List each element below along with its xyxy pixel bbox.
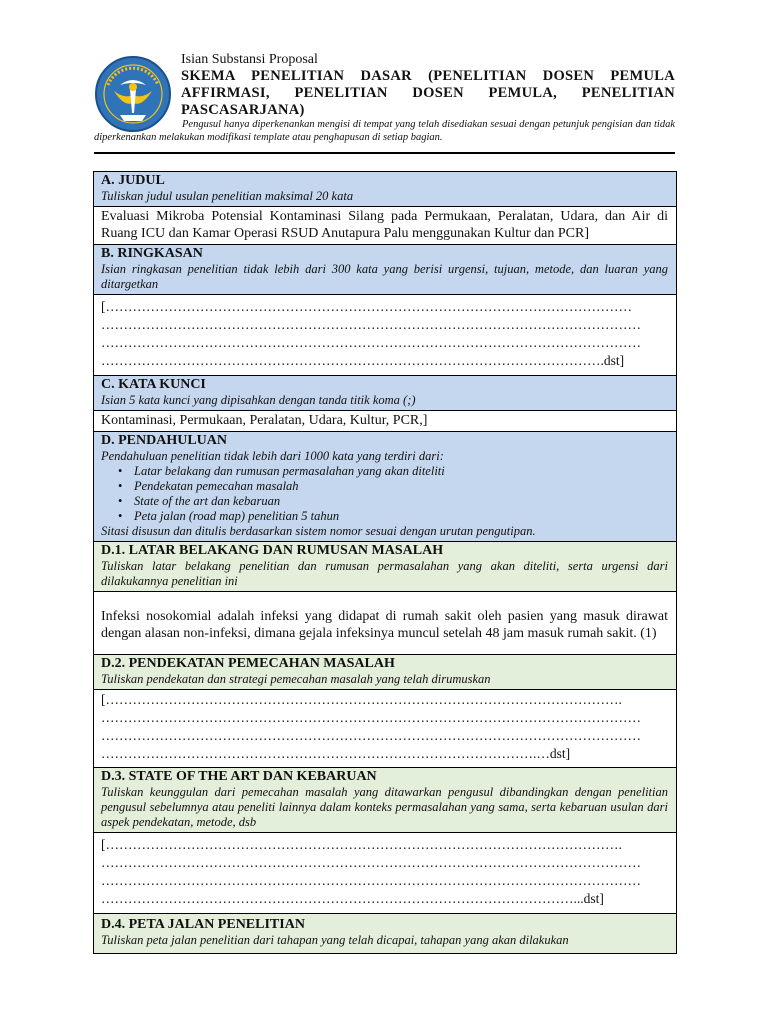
placeholder-line: ………………………………………………………………………………………………………… <box>101 335 641 350</box>
section-title: D. PENDAHULUAN <box>101 433 227 448</box>
section-title: A. JUDUL <box>101 173 165 188</box>
section-title: D.2. PENDEKATAN PEMECAHAN MASALAH <box>101 656 395 671</box>
section-pendahuluan-header <box>94 432 676 542</box>
section-instruction: Isian 5 kata kunci yang dipisahkan dengan tanda titik koma (;) <box>101 393 416 407</box>
placeholder-line: ………………………………………………………………………………………………………… <box>101 710 641 725</box>
section-kata-kunci-header <box>94 376 676 411</box>
placeholder-line: ………………………………………………………………………………………………………… <box>101 873 641 888</box>
d1-text: Infeksi nosokomial adalah infeksi yang didapat di rumah sakit oleh pasien yang masuk dirawat dengan alasan non-infeksi, dimana gejala infeksinya muncul setelah 48 jam masuk rumah sakit. (1) <box>101 609 668 641</box>
placeholder-line: ……………………………………………………………………………………………...dst] <box>101 891 604 906</box>
document-header <box>181 52 675 119</box>
section-d3-content[interactable] <box>94 833 676 914</box>
keywords-text: Kontaminasi, Permukaan, Peralatan, Udara, Kultur, PCR,] <box>101 413 428 428</box>
header-subtitle: Isian Substansi Proposal <box>181 52 318 67</box>
section-instruction: Tuliskan keunggulan dari pemecahan masalah yang ditawarkan pengusul dibandingkan dengan penelitian pengusul sebelumnya atau peneliti lainnya dalam konteks permasalahan yang sama, serta kebaruan usulan dari aspek pendekatan, metode, dsb <box>101 785 668 829</box>
section-ringkasan-content[interactable] <box>94 295 676 376</box>
section-kata-kunci-content[interactable] <box>94 411 676 432</box>
section-title: B. RINGKASAN <box>101 246 203 261</box>
placeholder-line: …………………………………………………………………………………….…dst] <box>101 746 571 761</box>
header-note: Pengusul hanya diperkenankan mengisi di tempat yang telah disediakan sesuai dengan petunjuk pengisian dan tidak diperkenankan melakukan modifikasi template atau penghapusan di setiap bagian. <box>94 119 675 143</box>
proposal-form <box>93 171 677 954</box>
section-footer-note: Sitasi disusun dan ditulis berdasarkan sistem nomor sesuai dengan urutan pengutipan. <box>101 524 536 538</box>
section-instruction: Pendahuluan penelitian tidak lebih dari 1000 kata yang terdiri dari: <box>101 449 444 463</box>
section-instruction: Tuliskan judul usulan penelitian maksimal 20 kata <box>101 189 354 203</box>
header-title: SKEMA PENELITIAN DASAR (PENELITIAN DOSEN PEMULA AFFIRMASI, PENELITIAN DOSEN PEMULA, PENELITIAN PASCASARJANA) <box>181 68 675 118</box>
section-d4-header <box>94 914 676 954</box>
placeholder-line: [……………………………………………………………………………………………………. <box>101 692 622 707</box>
section-ringkasan-header <box>94 245 676 295</box>
section-judul-header <box>94 172 676 207</box>
placeholder-line: ………………………………………………………………………………………………….dst] <box>101 353 625 368</box>
list-item: • Latar belakang dan rumusan permasalahan yang akan diteliti <box>124 464 668 479</box>
section-d2-header <box>94 655 676 690</box>
section-instruction: Tuliskan peta jalan penelitian dari tahapan yang telah dicapai, tahapan yang akan dilakukan <box>101 933 569 947</box>
section-d3-header <box>94 768 676 833</box>
list-item: • State of the art dan kebaruan <box>124 494 668 509</box>
section-d1-header <box>94 542 676 592</box>
placeholder-line: [……………………………………………………………………………………………………… <box>101 299 632 314</box>
section-d1-content[interactable] <box>94 592 676 655</box>
judul-text: Evaluasi Mikroba Potensial Kontaminasi Silang pada Permukaan, Peralatan, Udara, dan Air di Ruang ICU dan Kamar Operasi RSUD Anutapura Palu menggunakan Kultur dan PCR] <box>101 209 668 241</box>
placeholder-line: ………………………………………………………………………………………………………… <box>101 855 641 870</box>
section-instruction: Tuliskan latar belakang penelitian dan rumusan permasalahan yang akan diteliti, serta urgensi dari dilakukannya penelitian ini <box>101 559 668 588</box>
section-title: D.1. LATAR BELAKANG DAN RUMUSAN MASALAH <box>101 543 444 558</box>
section-judul-content[interactable] <box>94 207 676 245</box>
section-instruction: Tuliskan pendekatan dan strategi pemecahan masalah yang telah dirumuskan <box>101 672 491 686</box>
section-title: D.3. STATE OF THE ART DAN KEBARUAN <box>101 769 377 784</box>
section-instruction: Isian ringkasan penelitian tidak lebih dari 300 kata yang berisi urgensi, tujuan, metode, dan luaran yang ditargetkan <box>101 262 668 291</box>
section-title: C. KATA KUNCI <box>101 377 206 392</box>
list-item: • Peta jalan (road map) penelitian 5 tahun <box>124 509 668 524</box>
section-d2-content[interactable] <box>94 690 676 768</box>
placeholder-line: [……………………………………………………………………………………………………. <box>101 837 622 852</box>
pendahuluan-list <box>101 464 668 524</box>
list-item: • Pendekatan pemecahan masalah <box>124 479 668 494</box>
placeholder-line: ………………………………………………………………………………………………………… <box>101 317 641 332</box>
placeholder-line: ………………………………………………………………………………………………………… <box>101 728 641 743</box>
header-divider <box>94 152 675 154</box>
section-title: D.4. PETA JALAN PENELITIAN <box>101 917 305 932</box>
